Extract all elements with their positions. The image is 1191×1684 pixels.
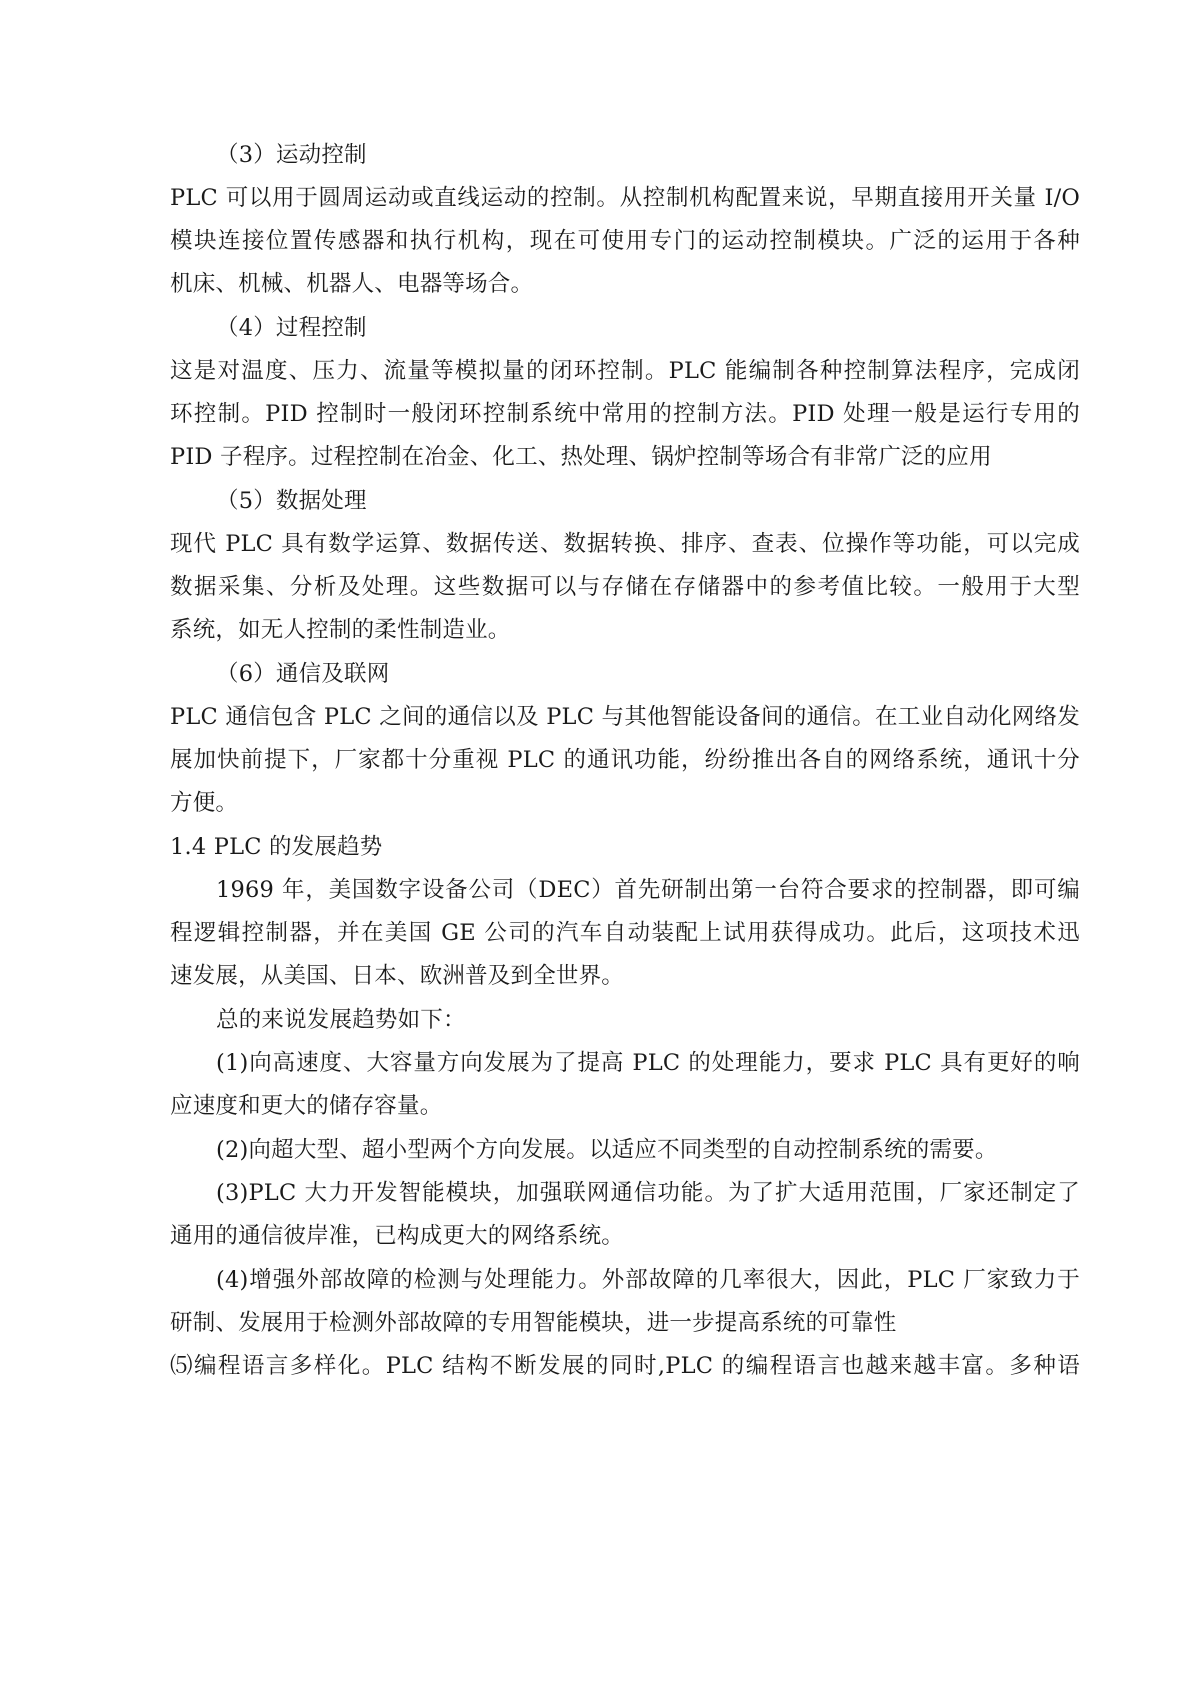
paragraph-line: 程逻辑控制器，并在美国 GE 公司的汽车自动装配上试用获得成功。此后，这项技术迅 <box>170 920 1080 946</box>
paragraph-line: 模块连接位置传感器和执行机构，现在可使用专门的运动控制模块。广泛的运用于各种 <box>170 228 1080 254</box>
paragraph-line: 环控制。PID 控制时一般闭环控制系统中常用的控制方法。PID 处理一般是运行专用的 <box>170 401 1080 427</box>
paragraph-line: 数据采集、分析及处理。这些数据可以与存储在存储器中的参考值比较。一般用于大型 <box>170 574 1080 600</box>
paragraph-line: PLC 可以用于圆周运动或直线运动的控制。从控制机构配置来说，早期直接用开关量 I/O <box>170 185 1080 211</box>
paragraph-line: 1969 年，美国数字设备公司（DEC）首先研制出第一台符合要求的控制器，即可编 <box>216 877 1080 903</box>
section-heading-1-4: 1.4 PLC 的发展趋势 <box>170 834 383 860</box>
heading-communication: （6）通信及联网 <box>216 661 390 687</box>
paragraph-line: ⑸编程语言多样化。PLC 结构不断发展的同时,PLC 的编程语言也越来越丰富。多种语 <box>170 1353 1080 1379</box>
paragraph-line: (2)向超大型、超小型两个方向发展。以适应不同类型的自动控制系统的需要。 <box>216 1137 998 1163</box>
paragraph-line: (1)向高速度、大容量方向发展为了提高 PLC 的处理能力，要求 PLC 具有更好的响 <box>216 1050 1080 1076</box>
paragraph-line: 应速度和更大的储存容量。 <box>170 1093 443 1119</box>
paragraph-line: 研制、发展用于检测外部故障的专用智能模块，进一步提高系统的可靠性 <box>170 1310 897 1336</box>
paragraph-line: (4)增强外部故障的检测与处理能力。外部故障的几率很大，因此，PLC 厂家致力于 <box>216 1267 1080 1293</box>
paragraph-line: 系统，如无人控制的柔性制造业。 <box>170 617 511 643</box>
paragraph-line: 机床、机械、机器人、电器等场合。 <box>170 271 534 297</box>
paragraph-line: (3)PLC 大力开发智能模块，加强联网通信功能。为了扩大适用范围，厂家还制定了 <box>216 1180 1080 1206</box>
heading-data-processing: （5）数据处理 <box>216 488 367 514</box>
paragraph-line: 展加快前提下，厂家都十分重视 PLC 的通讯功能，纷纷推出各自的网络系统，通讯十分 <box>170 747 1080 773</box>
paragraph-line: 方便。 <box>170 790 239 816</box>
paragraph-line: 现代 PLC 具有数学运算、数据传送、数据转换、排序、查表、位操作等功能，可以完成 <box>170 531 1080 557</box>
paragraph-line: PID 子程序。过程控制在冶金、化工、热处理、锅炉控制等场合有非常广泛的应用 <box>170 444 992 470</box>
paragraph-line: 通用的通信彼岸准，已构成更大的网络系统。 <box>170 1223 625 1249</box>
paragraph-line: 总的来说发展趋势如下： <box>216 1007 466 1033</box>
paragraph-line: 这是对温度、压力、流量等模拟量的闭环控制。PLC 能编制各种控制算法程序，完成闭 <box>170 358 1080 384</box>
heading-process-control: （4）过程控制 <box>216 315 367 341</box>
paragraph-line: 速发展，从美国、日本、欧洲普及到全世界。 <box>170 963 625 989</box>
heading-motion-control: （3）运动控制 <box>216 142 367 168</box>
paragraph-line: PLC 通信包含 PLC 之间的通信以及 PLC 与其他智能设备间的通信。在工业自动化网络发 <box>170 704 1080 730</box>
